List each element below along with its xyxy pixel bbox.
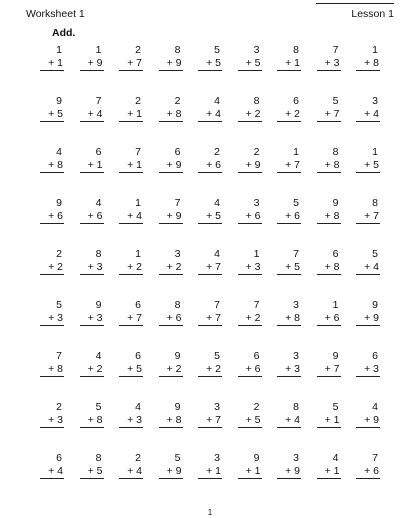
addend-top: 1	[253, 248, 260, 260]
addend-bottom: + 2	[40, 261, 64, 275]
addend-top: 5	[332, 401, 339, 413]
addend-bottom: + 5	[238, 57, 262, 71]
addend-bottom: + 1	[317, 465, 341, 479]
addition-problem	[317, 452, 341, 503]
addition-problem	[356, 401, 380, 452]
addition-problem	[277, 350, 301, 401]
addition-problem	[119, 452, 143, 503]
addition-problem	[159, 350, 183, 401]
addition-problem	[159, 299, 183, 350]
addend-top: 2	[56, 401, 62, 413]
addend-top: 6	[332, 248, 339, 260]
addition-problem	[277, 44, 301, 95]
addition-problem	[159, 44, 183, 95]
addition-problem	[277, 146, 301, 197]
addition-problem	[198, 248, 222, 299]
addition-problem	[198, 197, 222, 248]
addition-problem	[159, 401, 183, 452]
addend-bottom: + 9	[277, 465, 301, 479]
addition-problem	[277, 401, 301, 452]
addend-bottom: + 9	[356, 312, 380, 326]
addend-bottom: + 9	[159, 465, 183, 479]
addend-bottom: + 6	[317, 312, 341, 326]
addend-bottom: + 2	[80, 363, 104, 377]
addend-top: 3	[214, 452, 220, 464]
addition-problem	[198, 44, 222, 95]
addend-bottom: + 7	[198, 261, 222, 275]
addition-problem	[119, 350, 143, 401]
addend-bottom: + 4	[119, 465, 143, 479]
addition-problem	[198, 350, 222, 401]
addend-top: 8	[293, 44, 299, 56]
addition-problem	[317, 44, 341, 95]
problem-row	[40, 299, 380, 350]
addition-problem	[40, 401, 64, 452]
addend-top: 1	[135, 248, 141, 260]
addend-bottom: + 6	[238, 363, 262, 377]
addition-problem	[159, 248, 183, 299]
addend-bottom: + 2	[119, 261, 143, 275]
addition-problem	[238, 299, 262, 350]
addition-problem	[238, 95, 262, 146]
addend-top: 1	[95, 44, 102, 56]
problem-row	[40, 95, 380, 146]
addend-top: 5	[174, 452, 181, 464]
addition-problem	[119, 401, 143, 452]
addend-bottom: + 3	[238, 261, 262, 275]
addend-top: 4	[214, 197, 220, 209]
addition-problem	[80, 350, 104, 401]
addend-bottom: + 2	[198, 363, 222, 377]
addition-problem	[119, 197, 143, 248]
addend-top: 8	[174, 299, 181, 311]
addend-top: 2	[135, 44, 141, 56]
addition-problem	[80, 248, 104, 299]
addition-problem	[159, 452, 183, 503]
addend-top: 7	[174, 197, 181, 209]
addend-top: 3	[214, 401, 220, 413]
addend-bottom: + 8	[159, 414, 183, 428]
addend-bottom: + 4	[40, 465, 64, 479]
problem-row	[40, 401, 380, 452]
addend-top: 5	[332, 95, 339, 107]
addend-top: 9	[332, 350, 339, 362]
problem-row	[40, 146, 380, 197]
addend-bottom: + 7	[119, 57, 143, 71]
addition-problem	[119, 146, 143, 197]
addition-problem	[119, 95, 143, 146]
addition-problem	[198, 452, 222, 503]
addend-top: 1	[56, 44, 62, 56]
addend-bottom: + 5	[198, 210, 222, 224]
addition-problem	[356, 299, 380, 350]
addend-top: 9	[372, 299, 378, 311]
addition-problem	[356, 95, 380, 146]
addend-top: 7	[135, 146, 141, 158]
addend-top: 1	[293, 146, 299, 158]
addend-top: 2	[253, 146, 260, 158]
addition-problem	[119, 44, 143, 95]
worksheet-title: Worksheet 1	[26, 8, 85, 20]
addend-bottom: + 3	[277, 363, 301, 377]
addition-problem	[277, 299, 301, 350]
addend-top: 4	[95, 350, 102, 362]
problem-row	[40, 197, 380, 248]
addend-bottom: + 9	[356, 414, 380, 428]
addend-top: 4	[214, 95, 220, 107]
addend-top: 2	[174, 95, 181, 107]
problem-row	[40, 248, 380, 299]
addend-top: 8	[332, 146, 339, 158]
addend-bottom: + 6	[238, 210, 262, 224]
addition-problem	[80, 299, 104, 350]
addend-bottom: + 1	[119, 159, 143, 173]
addition-problem	[80, 197, 104, 248]
addend-bottom: + 4	[198, 108, 222, 122]
addition-problem	[238, 146, 262, 197]
addend-bottom: + 3	[40, 312, 64, 326]
addition-problem	[317, 401, 341, 452]
addend-bottom: + 8	[356, 57, 380, 71]
addend-bottom: + 1	[277, 57, 301, 71]
addend-top: 6	[253, 350, 260, 362]
addition-problem	[317, 299, 341, 350]
addend-top: 3	[253, 197, 260, 209]
addend-bottom: + 4	[356, 108, 380, 122]
addend-bottom: + 5	[40, 108, 64, 122]
addition-problem	[317, 350, 341, 401]
addend-top: 5	[214, 44, 220, 56]
addend-top: 6	[95, 146, 102, 158]
addend-bottom: + 7	[198, 312, 222, 326]
addend-bottom: + 4	[277, 414, 301, 428]
addend-bottom: + 8	[40, 159, 64, 173]
addend-bottom: + 1	[317, 414, 341, 428]
addition-problem	[356, 44, 380, 95]
addition-problem	[119, 299, 143, 350]
addend-top: 1	[372, 44, 378, 56]
addition-problem	[198, 299, 222, 350]
addend-bottom: + 9	[159, 210, 183, 224]
addend-top: 7	[332, 44, 339, 56]
addend-top: 8	[293, 401, 299, 413]
addend-top: 7	[293, 248, 299, 260]
addition-problem	[317, 248, 341, 299]
addend-top: 1	[135, 197, 141, 209]
addend-bottom: + 5	[119, 363, 143, 377]
addition-problem	[80, 146, 104, 197]
addition-problem	[40, 452, 64, 503]
addend-top: 8	[95, 248, 102, 260]
addition-problem	[356, 197, 380, 248]
addend-top: 7	[56, 350, 62, 362]
addition-problem	[80, 452, 104, 503]
addend-bottom: + 5	[198, 57, 222, 71]
addend-top: 5	[372, 248, 378, 260]
addend-top: 3	[293, 452, 299, 464]
addition-problem	[277, 197, 301, 248]
addend-bottom: + 6	[40, 210, 64, 224]
addend-bottom: + 9	[159, 57, 183, 71]
addend-bottom: + 6	[159, 312, 183, 326]
addition-problem	[238, 197, 262, 248]
addend-top: 4	[135, 401, 141, 413]
addition-problem	[238, 452, 262, 503]
instruction: Add.	[52, 27, 76, 39]
addend-bottom: + 8	[40, 363, 64, 377]
addend-top: 8	[95, 452, 102, 464]
addition-problem	[40, 248, 64, 299]
page-header	[26, 8, 394, 22]
addend-bottom: + 7	[119, 312, 143, 326]
addend-top: 6	[135, 350, 141, 362]
addend-bottom: + 3	[40, 414, 64, 428]
addend-bottom: + 9	[238, 159, 262, 173]
addend-top: 9	[174, 350, 181, 362]
addend-top: 9	[56, 95, 62, 107]
addend-top: 2	[135, 452, 141, 464]
addition-problem	[40, 44, 64, 95]
addend-top: 3	[174, 248, 181, 260]
addend-top: 4	[372, 401, 378, 413]
addition-problem	[198, 401, 222, 452]
addend-bottom: + 7	[317, 108, 341, 122]
addend-bottom: + 1	[40, 57, 64, 71]
addend-bottom: + 4	[119, 210, 143, 224]
addition-problem	[119, 248, 143, 299]
addition-problem	[238, 248, 262, 299]
problem-row	[40, 452, 380, 503]
addition-problem	[356, 146, 380, 197]
addend-top: 9	[95, 299, 102, 311]
addend-bottom: + 5	[80, 465, 104, 479]
addend-top: 2	[135, 95, 141, 107]
addend-top: 6	[293, 95, 299, 107]
addend-top: 5	[214, 350, 220, 362]
addend-bottom: + 3	[317, 57, 341, 71]
addition-problem	[277, 452, 301, 503]
addend-bottom: + 2	[159, 261, 183, 275]
addend-top: 7	[372, 452, 378, 464]
addend-bottom: + 7	[198, 414, 222, 428]
addend-bottom: + 8	[317, 210, 341, 224]
addend-top: 6	[56, 452, 62, 464]
problem-row	[40, 44, 380, 95]
lesson-label: Lesson 1	[351, 8, 394, 20]
addend-bottom: + 6	[277, 210, 301, 224]
addend-bottom: + 6	[198, 159, 222, 173]
addend-top: 9	[174, 401, 181, 413]
addition-problem	[277, 248, 301, 299]
addend-bottom: + 2	[277, 108, 301, 122]
addition-problem	[238, 44, 262, 95]
addend-bottom: + 6	[80, 210, 104, 224]
addend-bottom: + 4	[356, 261, 380, 275]
addend-bottom: + 8	[80, 414, 104, 428]
addend-top: 8	[372, 197, 378, 209]
addend-top: 4	[56, 146, 62, 158]
addition-problem	[40, 299, 64, 350]
addition-problem	[159, 146, 183, 197]
addition-problem	[317, 95, 341, 146]
addend-top: 9	[56, 197, 62, 209]
addend-bottom: + 9	[159, 159, 183, 173]
addend-bottom: + 3	[80, 261, 104, 275]
addition-problem	[80, 401, 104, 452]
page-number: 1	[207, 508, 213, 517]
addend-top: 4	[95, 197, 102, 209]
addition-problem	[238, 350, 262, 401]
addend-bottom: + 7	[356, 210, 380, 224]
problem-grid	[40, 44, 380, 503]
addend-top: 7	[95, 95, 102, 107]
addend-bottom: + 2	[238, 312, 262, 326]
addition-problem	[317, 146, 341, 197]
addend-bottom: + 1	[198, 465, 222, 479]
addend-top: 7	[253, 299, 260, 311]
addend-bottom: + 1	[238, 465, 262, 479]
addition-problem	[40, 350, 64, 401]
addend-top: 5	[56, 299, 62, 311]
addition-problem	[40, 95, 64, 146]
addend-bottom: + 1	[80, 159, 104, 173]
addend-bottom: + 8	[317, 159, 341, 173]
addend-bottom: + 8	[159, 108, 183, 122]
addend-top: 8	[174, 44, 181, 56]
addition-problem	[356, 248, 380, 299]
addend-top: 6	[174, 146, 181, 158]
addend-top: 2	[214, 146, 220, 158]
addend-top: 3	[372, 95, 378, 107]
addend-top: 7	[214, 299, 220, 311]
addition-problem	[159, 95, 183, 146]
problem-row	[40, 350, 380, 401]
addend-bottom: + 1	[119, 108, 143, 122]
addition-problem	[198, 95, 222, 146]
addend-top: 1	[332, 299, 339, 311]
addend-top: 3	[253, 44, 260, 56]
addend-top: 9	[332, 197, 339, 209]
addend-bottom: + 8	[277, 312, 301, 326]
addend-bottom: + 3	[119, 414, 143, 428]
addition-problem	[356, 452, 380, 503]
addend-top: 1	[372, 146, 378, 158]
addend-bottom: + 4	[80, 108, 104, 122]
addend-bottom: + 3	[356, 363, 380, 377]
addend-top: 2	[253, 401, 260, 413]
addend-top: 5	[293, 197, 299, 209]
addition-problem	[317, 197, 341, 248]
addend-bottom: + 5	[238, 414, 262, 428]
addend-bottom: + 5	[356, 159, 380, 173]
addend-top: 4	[214, 248, 220, 260]
addend-bottom: + 7	[277, 159, 301, 173]
addition-problem	[198, 146, 222, 197]
addend-top: 2	[56, 248, 62, 260]
addend-bottom: + 2	[159, 363, 183, 377]
addend-bottom: + 6	[356, 465, 380, 479]
addend-top: 4	[332, 452, 339, 464]
addition-problem	[356, 350, 380, 401]
addend-bottom: + 8	[317, 261, 341, 275]
addition-problem	[40, 197, 64, 248]
addition-problem	[159, 197, 183, 248]
addend-bottom: + 3	[80, 312, 104, 326]
addition-problem	[238, 401, 262, 452]
addend-top: 5	[95, 401, 102, 413]
addition-problem	[80, 95, 104, 146]
addend-top: 3	[293, 299, 299, 311]
addition-problem	[80, 44, 104, 95]
addend-top: 9	[253, 452, 260, 464]
addend-bottom: + 9	[80, 57, 104, 71]
addend-top: 8	[253, 95, 260, 107]
addition-problem	[277, 95, 301, 146]
addend-top: 3	[293, 350, 299, 362]
addend-bottom: + 2	[238, 108, 262, 122]
addend-top: 6	[135, 299, 141, 311]
addend-top: 6	[372, 350, 378, 362]
addition-problem	[40, 146, 64, 197]
name-line	[316, 3, 394, 4]
addend-bottom: + 7	[317, 363, 341, 377]
addend-bottom: + 5	[277, 261, 301, 275]
